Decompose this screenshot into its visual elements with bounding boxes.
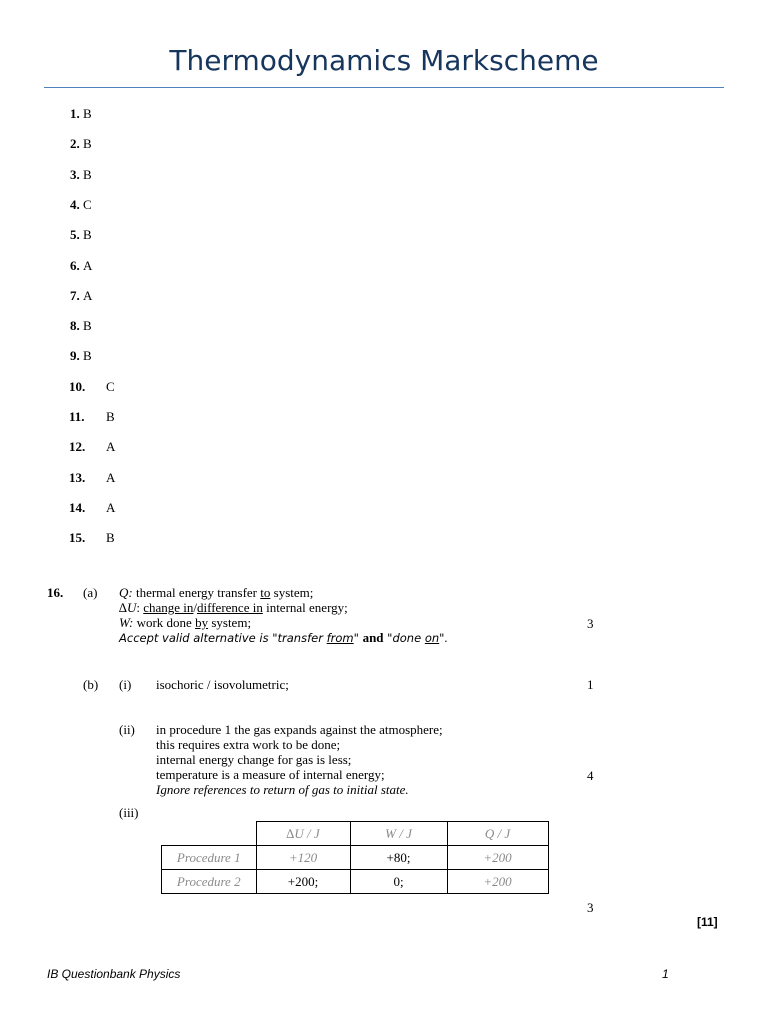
cell-delta-u: +200; — [256, 870, 350, 894]
table-header-row — [162, 822, 549, 846]
q16-number: 16. — [47, 585, 64, 600]
q16b-ii-line-3: internal energy change for gas is less; — [156, 752, 352, 767]
accept-text-4: ". — [439, 631, 449, 645]
q16a-line-q-end: system; — [270, 585, 314, 600]
q16a-accept-note — [119, 630, 448, 646]
q16b-ii-marks: 4 — [587, 768, 594, 783]
q16a-line-w-end: system; — [208, 615, 252, 630]
answer-letter: B — [83, 227, 92, 243]
cell-q: +200 — [447, 870, 548, 894]
answer-letter: A — [83, 257, 93, 273]
answer-letter: A — [106, 499, 116, 515]
q16a-line-q-underlined: to — [260, 585, 271, 600]
q16a-line-du — [119, 600, 348, 615]
cell-w: +80; — [350, 846, 447, 870]
answer-letter: B — [83, 106, 92, 121]
q16b-i-text: isochoric / isovolumetric; — [156, 677, 289, 692]
q16b-iii-marks: 3 — [587, 900, 594, 915]
footer-source: IB Questionbank Physics — [47, 967, 181, 981]
table-row — [162, 846, 549, 870]
question-number: 15. — [69, 530, 86, 546]
question-number: 3. — [70, 166, 80, 182]
symbol-q: Q: — [119, 585, 133, 600]
q16b-ii-line-4: temperature is a measure of internal energy; — [156, 767, 385, 782]
q16a-line-du-slash: / — [193, 600, 198, 615]
q16a-line-w-underlined: by — [195, 615, 209, 630]
q16a-line-w-text: work done — [133, 615, 196, 630]
answer-letter: B — [83, 348, 92, 364]
answer-letter: B — [83, 136, 92, 152]
row-label: Procedure 2 — [162, 870, 257, 894]
page-title: Thermodynamics Markscheme — [169, 44, 599, 77]
accept-and: and — [362, 630, 384, 645]
q16-total-marks: [11] — [697, 915, 718, 929]
footer-page-number: 1 — [662, 967, 669, 981]
question-number: 6. — [70, 257, 80, 273]
question-number: 14. — [69, 499, 86, 515]
q16b-i-label: (i) — [119, 677, 132, 692]
accept-underlined-on: on — [424, 631, 440, 645]
header-q: Q / J — [447, 822, 548, 846]
question-number: 4. — [70, 196, 80, 212]
q16b-ii-label: (ii) — [119, 722, 135, 737]
q16b-ii-line-2: this requires extra work to be done; — [156, 737, 341, 752]
accept-text-2: " — [353, 631, 363, 645]
question-number: 7. — [70, 287, 80, 303]
answer-letter: A — [106, 469, 116, 485]
answer-letter: B — [106, 530, 115, 546]
title-rule — [44, 87, 724, 88]
q16b-label: (b) — [83, 677, 99, 692]
header-delta-u: ∆U / J — [256, 822, 350, 846]
q16a-line-du-end: internal energy; — [262, 600, 348, 615]
answer-letter: B — [83, 318, 92, 334]
accept-underlined-from: from — [326, 631, 354, 645]
answer-letter: B — [106, 409, 115, 424]
question-number: 13. — [69, 469, 86, 485]
symbol-du: ∆U — [119, 600, 137, 615]
q16a-label: (a) — [83, 585, 98, 600]
table-corner — [162, 822, 257, 846]
answer-letter: A — [106, 439, 116, 455]
question-number: 2. — [70, 136, 80, 152]
energy-table — [161, 821, 549, 894]
q16a-line-du-underlined-1: change in — [143, 600, 194, 615]
accept-text-3: "done — [383, 631, 425, 645]
q16b-iii-label: (iii) — [119, 805, 139, 820]
question-number: 5. — [70, 227, 80, 243]
answer-letter: C — [106, 378, 115, 394]
answer-letter: A — [83, 287, 93, 303]
q16a-marks: 3 — [587, 616, 594, 631]
q16a-line-q-text: thermal energy transfer — [132, 585, 261, 600]
question-number: 9. — [70, 348, 80, 364]
cell-delta-u: +120 — [256, 846, 350, 870]
q16b-ii-note: Ignore references to return of gas to initial state. — [156, 782, 409, 797]
cell-w: 0; — [350, 870, 447, 894]
q16a-line-du-underlined-2: difference in — [197, 600, 263, 615]
question-number: 12. — [69, 439, 86, 455]
q16a-line-q — [119, 585, 313, 600]
answer-letter: C — [83, 196, 92, 212]
q16a-line-du-colon: : — [136, 600, 144, 615]
question-number: 8. — [70, 318, 80, 334]
row-label: Procedure 1 — [162, 846, 257, 870]
q16a-line-w — [119, 615, 251, 630]
symbol-w: W: — [119, 615, 134, 630]
header-w: W / J — [350, 822, 447, 846]
accept-text-1: Accept valid alternative is "transfer — [119, 631, 327, 645]
q16b-ii-line-1: in procedure 1 the gas expands against the atmosphere; — [156, 722, 443, 737]
answer-letter: B — [83, 166, 92, 182]
question-number: 1. — [70, 106, 80, 121]
table-row — [162, 870, 549, 894]
question-number: 11. — [69, 409, 85, 424]
question-number: 10. — [69, 378, 86, 394]
q16b-i-marks: 1 — [587, 677, 594, 692]
cell-q: +200 — [447, 846, 548, 870]
